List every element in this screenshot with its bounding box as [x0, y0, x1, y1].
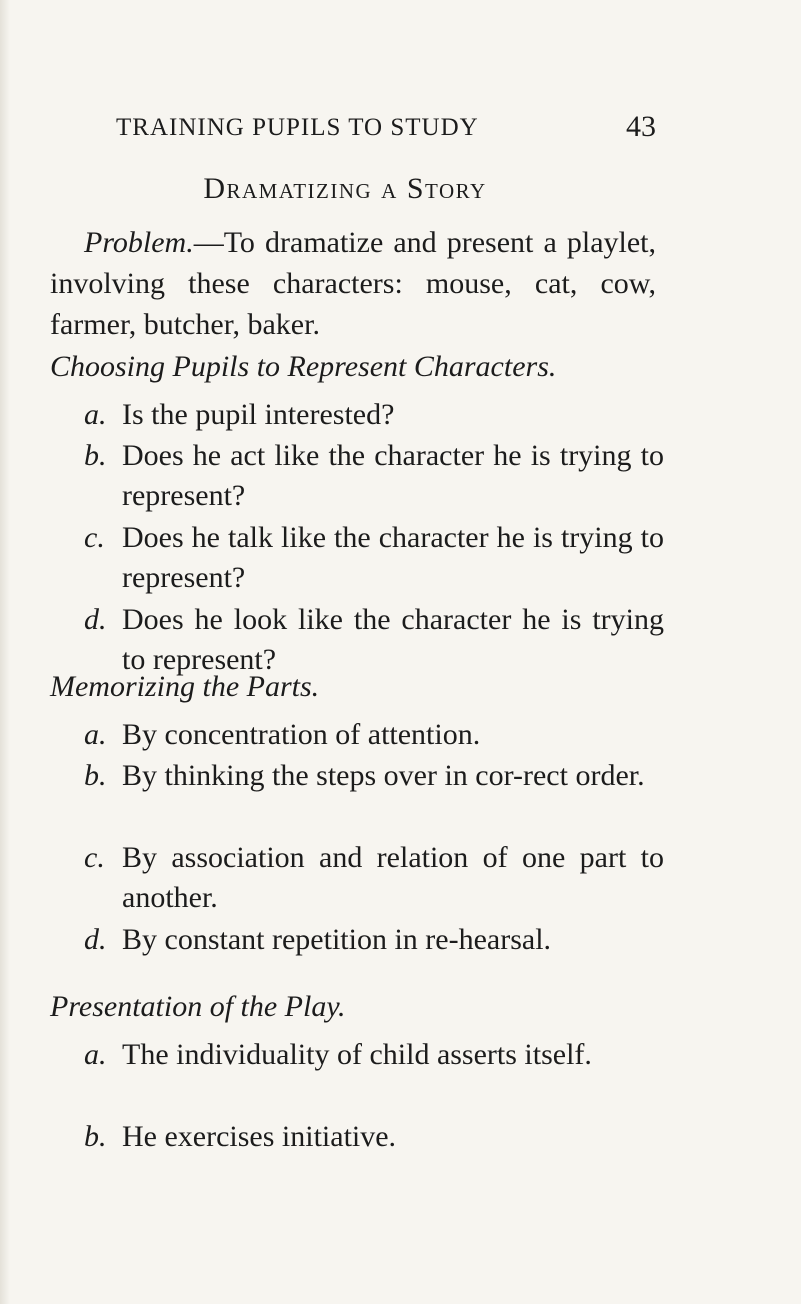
item-text: Does he talk like the character he is trying to represent?	[122, 521, 664, 594]
item-marker: a.	[84, 1038, 107, 1071]
list-item	[84, 395, 664, 435]
item-marker: a.	[84, 398, 107, 431]
list-item	[84, 1035, 664, 1075]
list-item	[84, 1117, 664, 1157]
chapter-heading: Dramatizing a Story	[203, 172, 487, 205]
item-marker: c.	[84, 521, 105, 554]
list-item	[84, 518, 664, 598]
item-text: Does he look like the character he is trying to represent?	[122, 603, 664, 676]
list-item	[84, 600, 664, 680]
item-text: By thinking the steps over in cor-rect order.	[122, 759, 645, 792]
item-marker: b.	[84, 1120, 107, 1153]
item-marker: c.	[84, 841, 105, 874]
item-marker: b.	[84, 439, 107, 472]
item-text: By constant repetition in re-hearsal.	[122, 923, 552, 956]
item-text: Is the pupil interested?	[122, 398, 395, 431]
item-text: The individuality of child asserts itself.	[122, 1038, 592, 1071]
section-title: Memorizing the Parts.	[50, 670, 320, 703]
problem-paragraph	[50, 222, 656, 345]
item-text: By concentration of attention.	[122, 718, 481, 751]
problem-text: —To dramatize and present a playlet, involving these characters: mouse, cat, cow, farmer, butcher, baker.	[50, 226, 656, 341]
running-head-title: TRAINING PUPILS TO STUDY	[116, 114, 479, 141]
list-item	[84, 756, 664, 796]
list-item	[84, 920, 664, 960]
item-marker: b.	[84, 759, 107, 792]
section-title: Presentation of the Play.	[50, 990, 346, 1023]
item-marker: d.	[84, 603, 107, 636]
problem-lead: Problem.	[84, 226, 194, 259]
section-title: Choosing Pupils to Represent Characters.	[50, 350, 557, 383]
item-text: Does he act like the character he is trying to represent?	[122, 439, 664, 512]
item-text: By association and relation of one part to another.	[122, 841, 664, 914]
page-gutter-shadow	[0, 0, 10, 1304]
item-text: He exercises initiative.	[122, 1120, 397, 1153]
list-item	[84, 715, 664, 755]
list-item	[84, 838, 664, 918]
item-marker: a.	[84, 718, 107, 751]
item-marker: d.	[84, 923, 107, 956]
list-item	[84, 436, 664, 516]
page-number: 43	[626, 110, 656, 143]
